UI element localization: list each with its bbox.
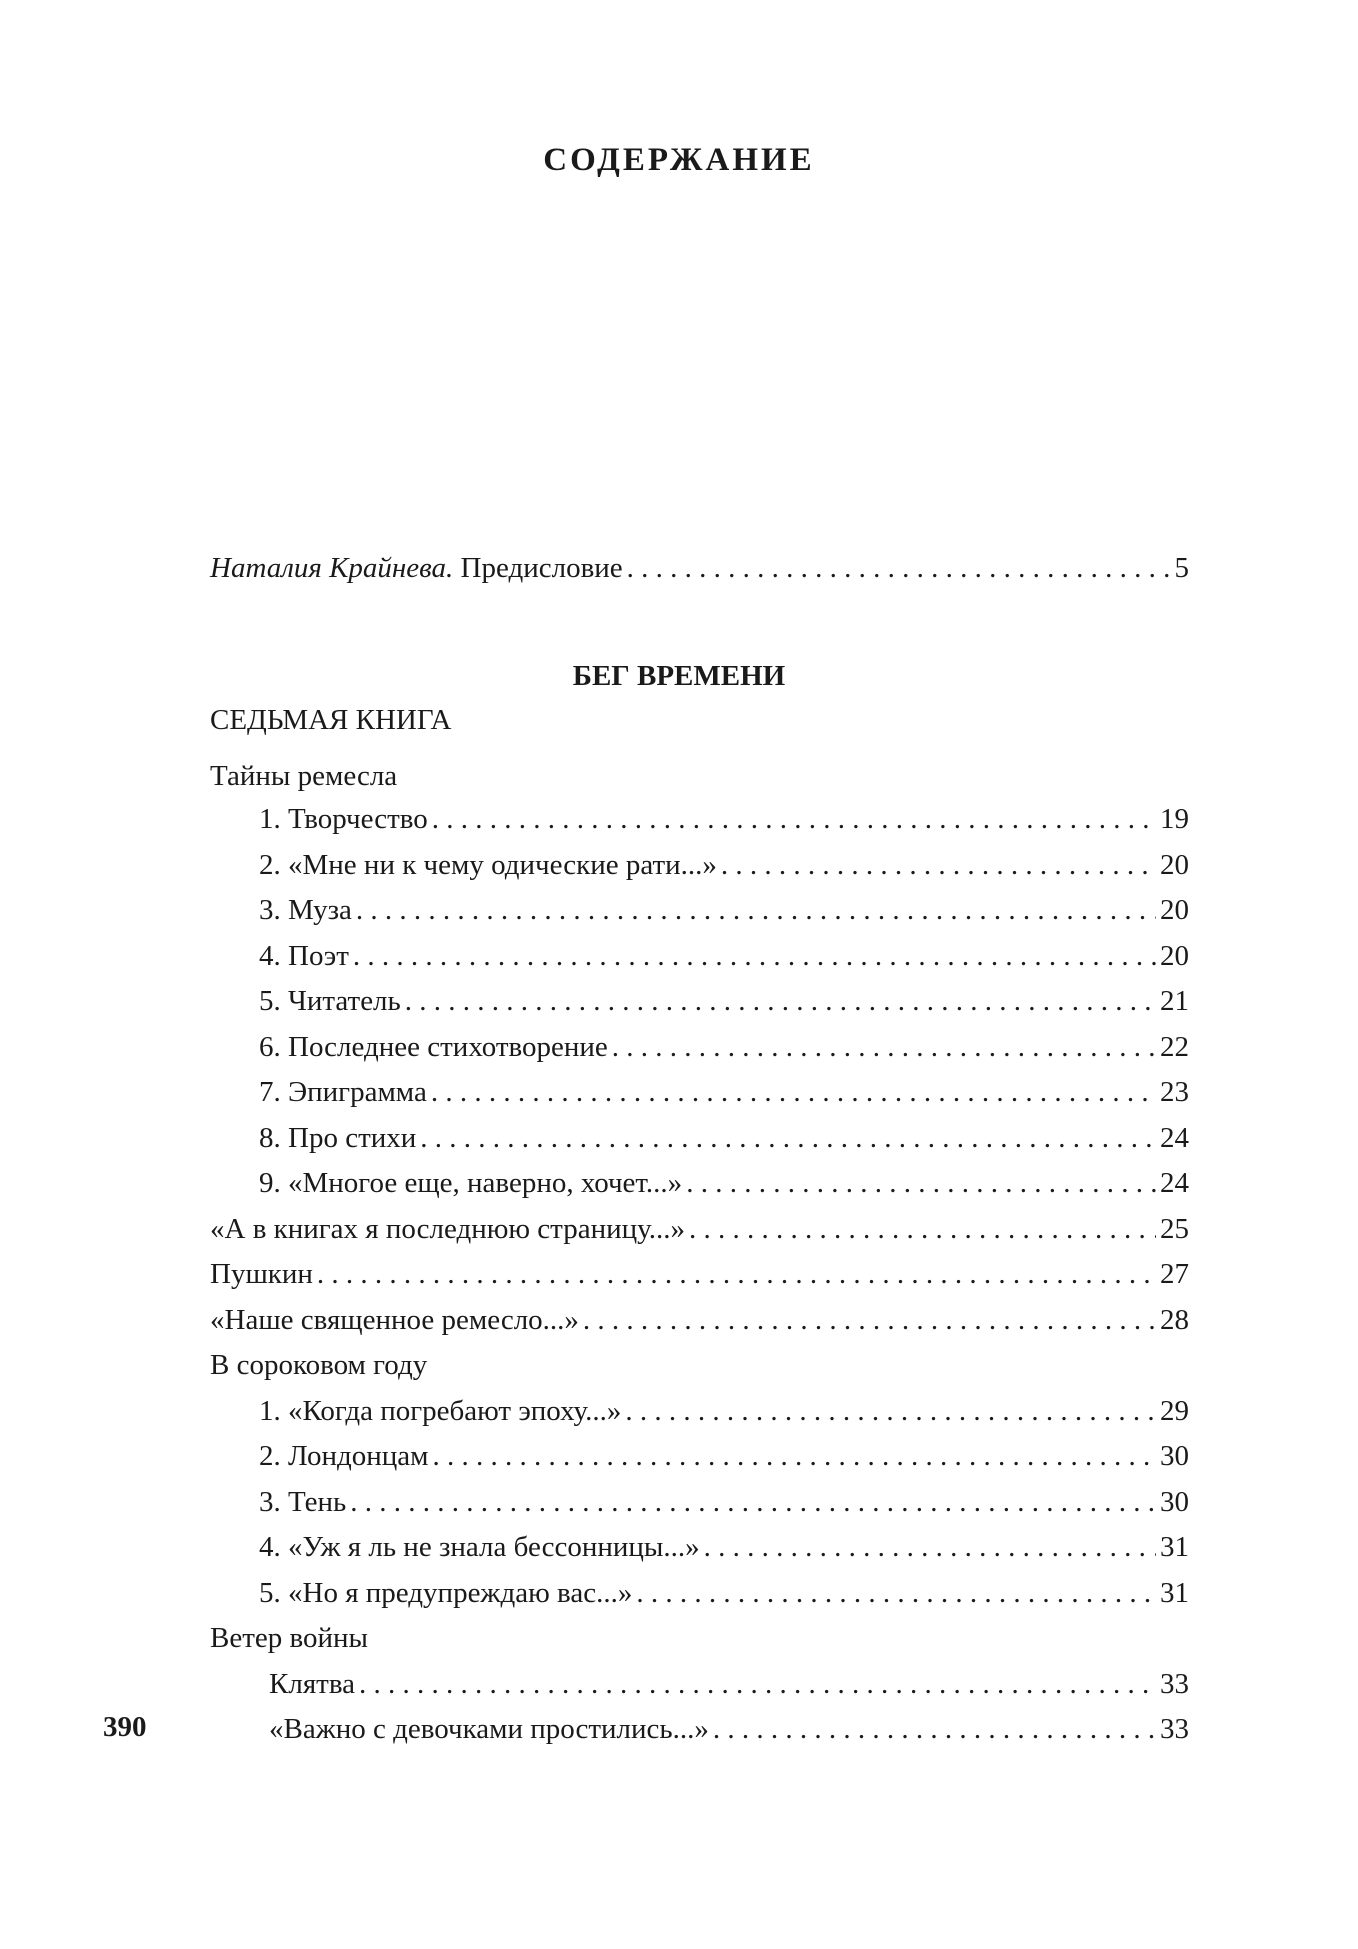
page-ref: 30 — [1160, 1440, 1189, 1472]
page-ref: 24 — [1160, 1121, 1189, 1154]
dot-leader — [431, 1074, 1156, 1110]
entry-title: 1. Творчество — [259, 803, 428, 835]
page-ref: 25 — [1160, 1212, 1189, 1245]
dot-leader — [721, 847, 1156, 883]
dot-leader — [432, 801, 1156, 837]
toc-entry — [210, 1302, 1189, 1338]
entry-title: 5. «Но я предупреждаю вас...» — [259, 1576, 633, 1609]
dot-leader — [356, 892, 1156, 928]
page-ref: 20 — [1160, 848, 1189, 881]
dot-leader — [359, 1666, 1156, 1702]
entry-title: 8. Про стихи — [259, 1121, 417, 1154]
page-ref: 27 — [1160, 1258, 1189, 1290]
entry-title: 4. Поэт — [259, 939, 349, 972]
group-heading: Тайны ремесла — [210, 760, 398, 792]
dot-leader — [432, 1438, 1156, 1474]
page-ref: 5 — [1174, 552, 1189, 584]
entry-title: 6. Последнее стихотворение — [259, 1030, 608, 1063]
entry-title: «Наше священное ремесло...» — [210, 1303, 579, 1336]
dot-leader — [627, 550, 1171, 586]
page-ref: 20 — [1160, 894, 1189, 926]
page-ref: 33 — [1160, 1667, 1189, 1700]
dot-leader — [350, 1484, 1156, 1520]
page-title: СОДЕРЖАНИЕ — [543, 142, 815, 178]
page-ref: 29 — [1160, 1394, 1189, 1427]
page-ref: 31 — [1160, 1576, 1189, 1609]
page-ref: 28 — [1160, 1303, 1189, 1336]
dot-leader — [353, 938, 1156, 974]
page-ref: 19 — [1160, 803, 1189, 835]
entry-title: «А в книгах я последнюю страницу...» — [210, 1212, 685, 1245]
entry-title: 2. Лондонцам — [259, 1440, 429, 1472]
toc-entry — [259, 892, 1189, 928]
dot-leader — [583, 1302, 1156, 1338]
toc-entry — [259, 1484, 1189, 1520]
toc-entry — [259, 847, 1189, 883]
toc-entry — [259, 1074, 1189, 1110]
dot-leader — [636, 1575, 1156, 1611]
toc-entry — [259, 938, 1189, 974]
dot-leader — [420, 1120, 1156, 1156]
entry-title: 4. «Уж я ль не знала бессонницы...» — [259, 1531, 700, 1563]
entry-title: 2. «Мне ни к чему одические рати...» — [259, 848, 717, 881]
toc-entry — [269, 1666, 1189, 1702]
entry-title: 5. Читатель — [259, 985, 401, 1017]
toc-entry — [259, 983, 1189, 1019]
toc-entry — [259, 1438, 1189, 1474]
toc-entry — [210, 1211, 1189, 1247]
toc-entry — [269, 1711, 1189, 1747]
page-ref: 31 — [1160, 1531, 1189, 1563]
page-ref: 22 — [1160, 1030, 1189, 1063]
dot-leader — [704, 1529, 1156, 1565]
dot-leader — [625, 1393, 1156, 1429]
page-ref: 30 — [1160, 1485, 1189, 1518]
section-heading: БЕГ ВРЕМЕНИ — [572, 660, 786, 692]
toc-entry-preface — [210, 550, 1189, 586]
dot-leader — [686, 1165, 1156, 1201]
toc-entry — [259, 1393, 1189, 1429]
page-number: 390 — [103, 1711, 147, 1743]
dot-leader — [689, 1211, 1156, 1247]
group-heading: Ветер войны — [210, 1622, 369, 1654]
entry-title: 1. «Когда погребают эпоху...» — [259, 1394, 622, 1427]
dot-leader — [405, 983, 1156, 1019]
page-ref: 23 — [1160, 1076, 1189, 1108]
dot-leader — [317, 1256, 1156, 1292]
group-heading: В сороковом году — [210, 1349, 428, 1381]
page-ref: 33 — [1160, 1713, 1189, 1745]
entry-title: 9. «Многое еще, наверно, хочет...» — [259, 1167, 683, 1199]
entry-title: Клятва — [269, 1667, 356, 1700]
entry-title: 3. Тень — [259, 1485, 347, 1518]
toc-entry — [210, 1256, 1189, 1292]
preface-author: Наталия Крайнева. — [210, 552, 454, 584]
page-ref: 20 — [1160, 939, 1189, 972]
page-ref: 24 — [1160, 1167, 1189, 1199]
dot-leader — [612, 1029, 1156, 1065]
entry-title: 3. Муза — [259, 894, 352, 926]
preface-label: Предисловие — [460, 552, 623, 584]
entry-title: Пушкин — [210, 1258, 313, 1290]
toc-entry — [259, 1165, 1189, 1201]
toc-entry — [259, 1120, 1189, 1156]
entry-title: «Важно с девочками простились...» — [269, 1713, 709, 1745]
toc-entry — [259, 801, 1189, 837]
toc-entry — [259, 1575, 1189, 1611]
toc-entry — [259, 1029, 1189, 1065]
dot-leader — [713, 1711, 1156, 1747]
page-ref: 21 — [1160, 985, 1189, 1017]
entry-title: 7. Эпиграмма — [259, 1076, 427, 1108]
book-heading: СЕДЬМАЯ КНИГА — [210, 704, 452, 736]
toc-entry — [259, 1529, 1189, 1565]
